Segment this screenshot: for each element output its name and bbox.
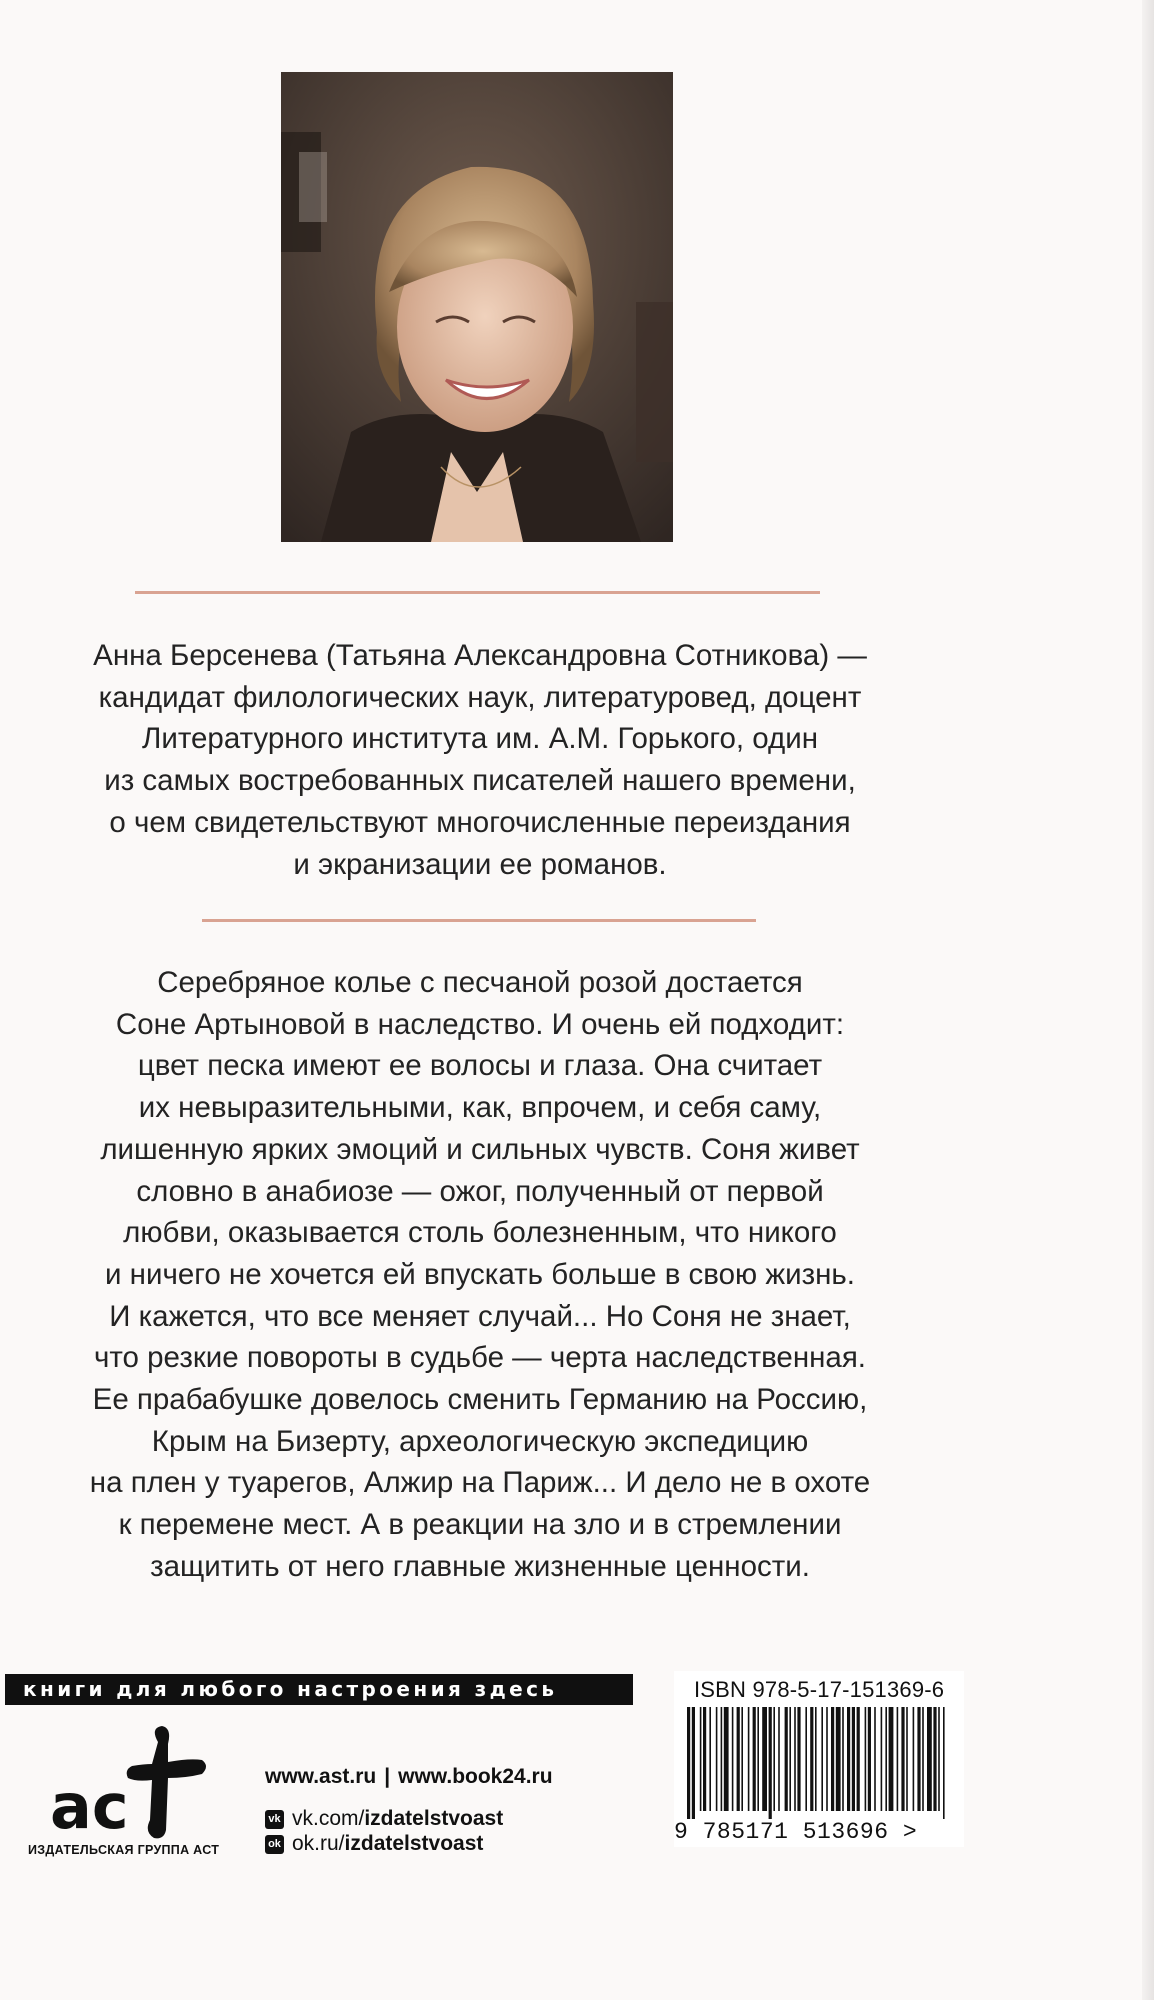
blurb-line: к перемене мест. А в реакции на зло и в стремлении	[118, 1508, 842, 1542]
barcode-bar	[692, 1707, 695, 1819]
book-blurb	[40, 962, 920, 1588]
barcode-bar	[805, 1707, 807, 1811]
barcode-bar	[938, 1707, 940, 1811]
tagline-banner: книги для любого настроения здесь	[5, 1674, 633, 1705]
blurb-line: И кажется, что все меняет случай... Но Соня не знает,	[109, 1299, 851, 1333]
barcode-bar	[847, 1707, 850, 1811]
blurb-line: Ее прабабушке довелось сменить Германию на Россию,	[92, 1383, 868, 1417]
barcode-bar	[917, 1707, 920, 1811]
barcode-bar	[762, 1707, 767, 1811]
barcode-bar	[709, 1707, 711, 1811]
barcode-bar	[831, 1707, 834, 1811]
blurb-line: любви, оказывается столь болезненным, что никого	[123, 1216, 837, 1250]
barcode-bar	[868, 1707, 871, 1811]
blurb-line: защитить от него главные жизненные ценности.	[150, 1549, 810, 1583]
barcode-bar	[821, 1707, 823, 1811]
bio-line: Литературного института им. А.М. Горького, один	[141, 722, 819, 756]
barcode-bar	[906, 1707, 908, 1811]
barcode-bar	[732, 1707, 734, 1811]
barcode-bar	[901, 1707, 904, 1811]
ok-icon: ok	[265, 1835, 284, 1854]
barcode-bar	[724, 1707, 729, 1811]
barcode-bar	[865, 1707, 867, 1811]
barcode-bar	[737, 1707, 740, 1811]
bio-line: и экранизации ее романов.	[293, 847, 667, 881]
barcode-bar	[810, 1707, 813, 1811]
barcode-bar	[852, 1707, 855, 1811]
vk-link[interactable]	[265, 1807, 553, 1831]
bio-line: из самых востребованных писателей нашего времени,	[104, 764, 856, 798]
isbn-label: ISBN 978-5-17-151369-6	[694, 1677, 945, 1702]
barcode-bar	[797, 1707, 800, 1811]
barcode	[687, 1707, 951, 1819]
blurb-line: лишенную ярких эмоций и сильных чувств. Соня живет	[100, 1132, 860, 1166]
barcode-bar	[874, 1707, 876, 1811]
barcode-bar	[794, 1707, 796, 1811]
blurb-line: их невыразительными, как, впрочем, и себя саму,	[138, 1091, 822, 1125]
barcode-bar	[757, 1707, 759, 1811]
website-link-ast[interactable]: www.ast.ru	[265, 1765, 377, 1788]
publisher-links	[265, 1765, 553, 1856]
barcode-bar	[700, 1707, 702, 1811]
barcode-bar	[815, 1707, 817, 1811]
barcode-bar	[785, 1707, 788, 1811]
barcode-bar	[836, 1707, 841, 1811]
barcode-bar	[857, 1707, 860, 1811]
spine-edge	[1142, 0, 1154, 2000]
blurb-line: цвет песка имеют ее волосы и глаза. Она считает	[137, 1049, 823, 1083]
blurb-line: Крым на Бизерту, археологическую экспедицию	[151, 1424, 809, 1458]
bio-line: Анна Берсенева (Татьяна Александровна Сотникова) —	[93, 639, 867, 672]
barcode-bar	[687, 1707, 690, 1819]
divider-middle	[202, 919, 756, 922]
barcode-bar	[927, 1707, 932, 1811]
barcode-bar	[885, 1707, 887, 1811]
ok-link[interactable]	[265, 1832, 553, 1856]
author-bio	[40, 635, 920, 885]
blurb-line: Серебряное колье с песчаной розой достается	[157, 966, 803, 999]
barcode-bar	[826, 1707, 828, 1811]
barcode-bar	[748, 1707, 750, 1811]
barcode-bar	[897, 1707, 899, 1811]
barcode-bar	[703, 1707, 706, 1811]
barcode-bar	[778, 1707, 780, 1811]
barcode-bar	[741, 1707, 743, 1811]
link-separator: |	[384, 1765, 391, 1788]
logo-text: ас	[50, 1770, 129, 1843]
author-photo	[281, 72, 673, 542]
barcode-digits: 9 785171 513696 >	[674, 1819, 918, 1845]
vk-handle: izdatelstvoast	[364, 1807, 504, 1830]
barcode-bar	[889, 1707, 894, 1811]
barcode-bar	[842, 1707, 844, 1811]
divider-top	[135, 591, 820, 594]
barcode-bar	[943, 1707, 945, 1819]
blurb-line: словно в анабиозе — ожог, полученный от первой	[136, 1174, 824, 1208]
vk-prefix: vk.com/	[292, 1807, 365, 1830]
barcode-bar	[881, 1707, 883, 1811]
barcode-bar	[933, 1707, 936, 1811]
blurb-line: и ничего не хочется ей впускать больше в свою жизнь.	[105, 1257, 855, 1291]
blurb-line: на плен у туарегов, Алжир на Париж... И дело не в охоте	[89, 1466, 871, 1500]
barcode-bar	[773, 1707, 775, 1811]
bio-line: кандидат филологических наук, литературовед, доцент	[98, 680, 862, 714]
publisher-name: ИЗДАТЕЛЬСКАЯ ГРУППА АСТ	[28, 1843, 220, 1857]
website-link-book24[interactable]: www.book24.ru	[398, 1765, 553, 1788]
barcode-bar	[913, 1707, 915, 1811]
blurb-line: что резкие повороты в судьбе — черта наследственная.	[94, 1341, 866, 1375]
barcode-bar	[769, 1707, 772, 1819]
vk-icon: vk	[265, 1810, 284, 1829]
barcode-bar	[789, 1707, 791, 1811]
ast-logo	[40, 1720, 230, 1845]
barcode-bar	[721, 1707, 723, 1811]
isbn-block	[674, 1671, 964, 1847]
ok-handle: izdatelstvoast	[344, 1832, 484, 1855]
barcode-bar	[716, 1707, 718, 1811]
barcode-bar	[753, 1707, 756, 1811]
ok-prefix: ok.ru/	[292, 1832, 345, 1855]
blurb-line: Соне Артыновой в наследство. И очень ей подходит:	[115, 1007, 845, 1041]
bio-line: о чем свидетельствуют многочисленные переиздания	[109, 805, 851, 839]
barcode-bar	[922, 1707, 924, 1811]
website-links	[265, 1765, 553, 1789]
